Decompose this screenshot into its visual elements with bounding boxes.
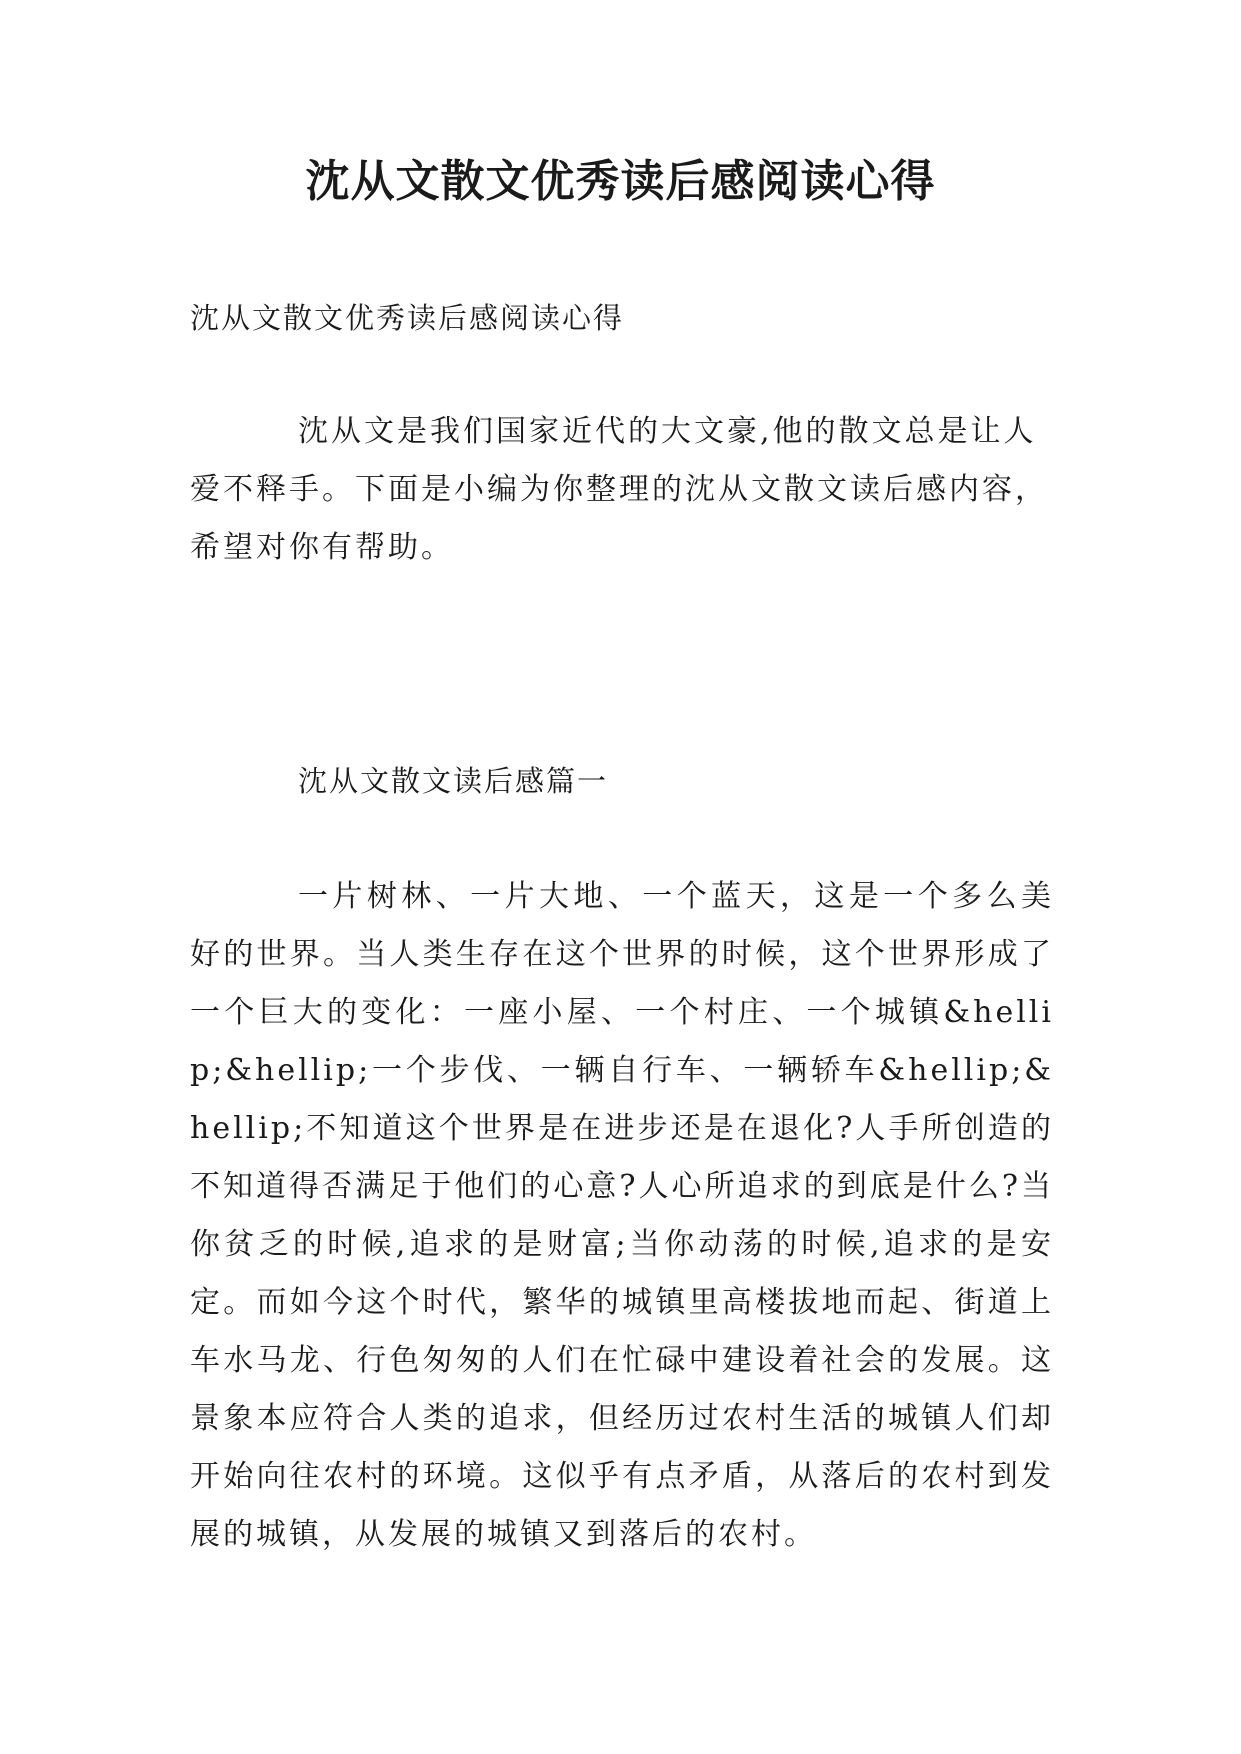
- body-paragraph: 一片树林、一片大地、一个蓝天，这是一个多么美好的世界。当人类生存在这个世界的时候，这个世界形成了一个巨大的变化：一座小屋、一个村庄、一个城镇&hellip;&hellip;一个步伐、一辆自行车、一辆轿车&hellip;&hellip;不知道这个世界是在进步还是在退化?人手所创造的不知道得否满足于他们的心意?人心所追求的到底是什么?当你贫乏的时候,追求的是财富;当你动荡的时候,追求的是安定。而如今这个时代，繁华的城镇里高楼拔地而起、街道上车水马龙、行色匆匆的人们在忙碌中建设着社会的发展。这景象本应符合人类的追求，但经历过农村生活的城镇人们却开始向往农村的环境。这似乎有点矛盾，从落后的农村到发展的城镇，从发展的城镇又到落后的农村。: [190, 879, 1054, 1552]
- section-heading: 沈从文散文读后感篇一: [298, 764, 609, 798]
- intro-paragraph: 沈从文是我们国家近代的大文豪,他的散文总是让人爱不释手。下面是小编为你整理的沈从文散文读后感内容，希望对你有帮助。: [190, 414, 1048, 565]
- document-title: 沈从文散文优秀读后感阅读心得: [305, 156, 936, 207]
- document-subtitle: 沈从文散文优秀读后感阅读心得: [190, 301, 625, 335]
